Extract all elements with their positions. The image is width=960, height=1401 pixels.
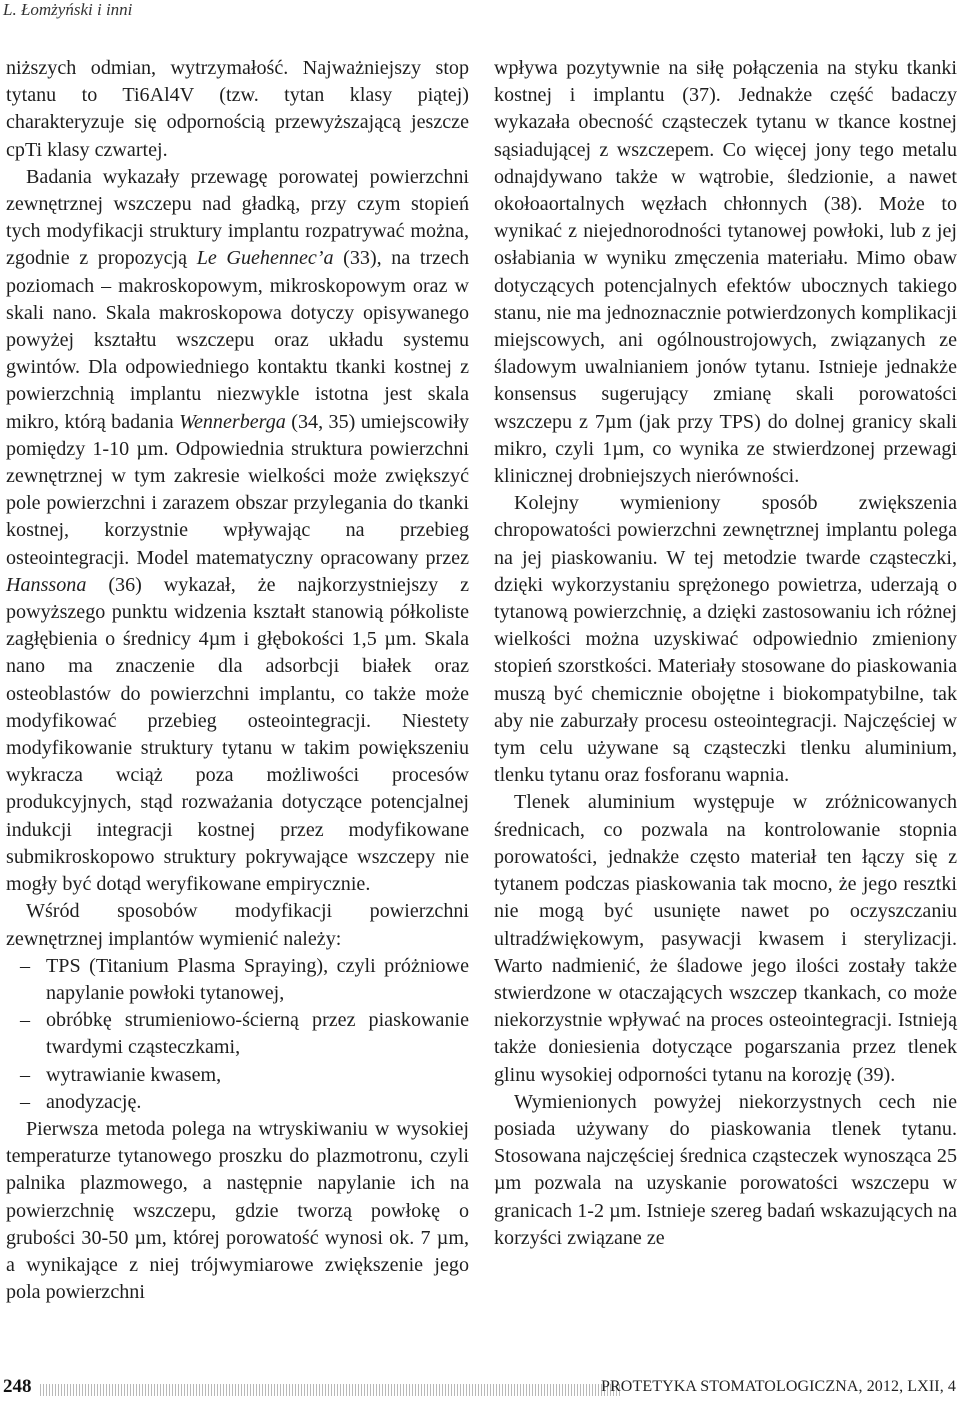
paragraph: Pierwsza metoda polega na wtryskiwaniu w wysokiej temperaturze tytanowego proszku do plazmotronu, czyli palnika plazmowego, a następnie napylanie ich na powierzchnię wszczepu, gdzie tworzą powłokę o grubości 30-50 µm, której porowatość wynosi ok. 7 µm, a wynikające z niej trójwymiarowe zwiększenie jego pola powierzchni: [6, 1117, 469, 1304]
right-column: [494, 55, 957, 1252]
author-name-italic: Le Guehennec’a: [196, 247, 334, 270]
page-number: 248: [3, 1376, 32, 1397]
author-name-italic: Hanssona: [6, 573, 87, 596]
list-item: – wytrawianie kwasem,: [6, 1062, 469, 1089]
paragraph: Tlenek aluminium występuje w zróżnicowanych średnicach, co pozwala na kontrolowanie stopnia porowatości, jednakże często materiał ten łączy się z tytanem podczas piaskowania tak mocno, że jego resztki nie mogą być usunięte nawet po oczyszczaniu ultradźwiękowym, pasywacji kwasem i sterylizacji. Warto nadmienić, że śladowe jego ilości zostały także stwierdzone w otaczających wszczep tkankach, co może niekorzystnie wpływać na proces osteointegracji. Istnieją także doniesienia dotyczące pogarszania przez tlenek glinu wysokiej odporności tytanu na korozję (39).: [494, 791, 957, 1086]
left-column: [6, 55, 469, 1306]
text-run: Badania wykazały przewagę porowatej powierzchni zewnętrznej wszczepu nad gładką, przy czym stopień tych modyfikacji struktury implantu rozpatrywać można, zgodnie z propozycją: [6, 165, 469, 270]
author-name-italic: Wennerberga: [179, 410, 286, 433]
list-item: – TPS (Titanium Plasma Spraying), czyli próżniowe napylanie powłoki tytanowej,: [6, 953, 469, 1007]
text-run: (36) wykazał, że najkorzystniejszy z powyższego punktu widzenia kształt stanowią półkoliste zagłębienia o średnicy 4µm i głębokości 1,5 µm. Skala nano ma znaczenie dla adsorbcji białek oraz osteoblastów do powierzchni implantu, co także może modyfikować przebieg osteointegracji. Niestety modyfikowanie struktury tytanu w takim powiększeniu wykracza wciąż poza możliwości procesów produkcyjnych, stąd rozważania dotyczące potencjalnej indukcji integracji kostnej przez modyfikowane submikroskopowo struktury pokrywające wszczepy nie mogły być dotąd weryfikowane empirycznie.: [6, 573, 469, 896]
paragraph: wpływa pozytywnie na siłę połączenia na styku tkanki kostnej i implantu (37). Jednakże część badaczy wykazała obecność cząsteczek tytanu w tkance kostnej sąsiadującej z wszczepem. Co więcej jony tego metalu odnajdywano także w wątrobie, śledzionie, a nawet okołoaortalnych węzłach chłonnych (38). Może to wynikać z niejednorodności tytanowej powłoki, lub z jej osłabiania w wyniku zmęczenia materiału. Mimo obaw dotyczących potencjalnych efektów ubocznych takiego stanu, nie ma jednoznacznie potwierdzonych komplikacji miejscowych, ani ogólnoustrojowych, związanych ze śladowym uwalnianiem jonów tytanu. Istnieje jednakże konsensus sugerujący zmianę skali porowatości wszczepu z 7µm (jak przy TPS) do dolnej granicy skali mikro, czyli 1µm, co wynika ze stwierdzonej przewagi klinicznej drobniejszych nierówności.: [494, 57, 957, 488]
text-run: (34, 35) umiejscowiły pomiędzy 1-10 µm. Odpowiednia struktura powierzchni zewnętrznej w tym zakresie wielkości może zwiększyć pole powierzchni i zarazem obszar przylegania do tkanki kostnej, korzystnie wpływając na przebieg osteointegracji. Model matematyczny opracowany przez: [6, 410, 470, 569]
running-header-authors: L. Łomżyński i inni: [3, 0, 133, 19]
text-run: (33), na trzech poziomach – makroskopowym, mikroskopowym oraz w skali nano. Skala makroskopowa dotyczy opisywanego powyżej kształtu wszczepu oraz układu systemu gwintów. Dla odpowiedniego kontaktu tkanki kostnej z powierzchnią implantu niezwykle istotna jest skala mikro, którą badania: [6, 247, 469, 433]
journal-citation: PROTETYKA STOMATOLOGICZNA, 2012, LXII, 4: [601, 1378, 956, 1395]
footer-decorative-bar: [40, 1384, 620, 1396]
paragraph: Wymienionych powyżej niekorzystnych cech nie posiada używany do piaskowania tlenek tytanu. Stosowana najczęściej średnica cząsteczek wynosząca 25 µm pozwala na uzyskanie porowatości wszczepu w granicach 1-2 µm. Istnieje szereg badań wskazujących na korzyści związane ze: [494, 1090, 957, 1249]
list-item: – anodyzację.: [6, 1089, 469, 1116]
list-item: – obróbkę strumieniowo-ścierną przez piaskowanie twardymi cząsteczkami,: [6, 1007, 469, 1061]
page-footer: [0, 1376, 960, 1401]
paragraph: niższych odmian, wytrzymałość. Najważniejszy stop tytanu to Ti6Al4V (tzw. tytan klasy piątej) charakteryzuje się odpornością przewyższającą jeszcze cpTi klasy czwartej.: [6, 57, 469, 161]
paragraph: Wśród sposobów modyfikacji powierzchni zewnętrznej implantów wymienić należy:: [6, 900, 469, 950]
paragraph: [6, 164, 469, 898]
paragraph: Kolejny wymieniony sposób zwiększenia chropowatości powierzchni zewnętrznej implantu polega na jej piaskowaniu. W tej metodzie twarde cząsteczki, dzięki wykorzystaniu sprężonego powietrza, uderzają o tytanową powierzchnię, a dzięki zastosowaniu ich różnej wielkości można uzyskiwać odpowiednio zmieniony stopień szorstkości. Materiały stosowane do piaskowania muszą być chemicznie obojętne i biokompatybilne, tak aby nie zaburzały procesu osteointegracji. Najczęściej w tym celu używane są cząsteczki tlenku aluminium, tlenku tytanu oraz fosforanu wapnia.: [494, 492, 957, 787]
method-list: [6, 953, 469, 1116]
